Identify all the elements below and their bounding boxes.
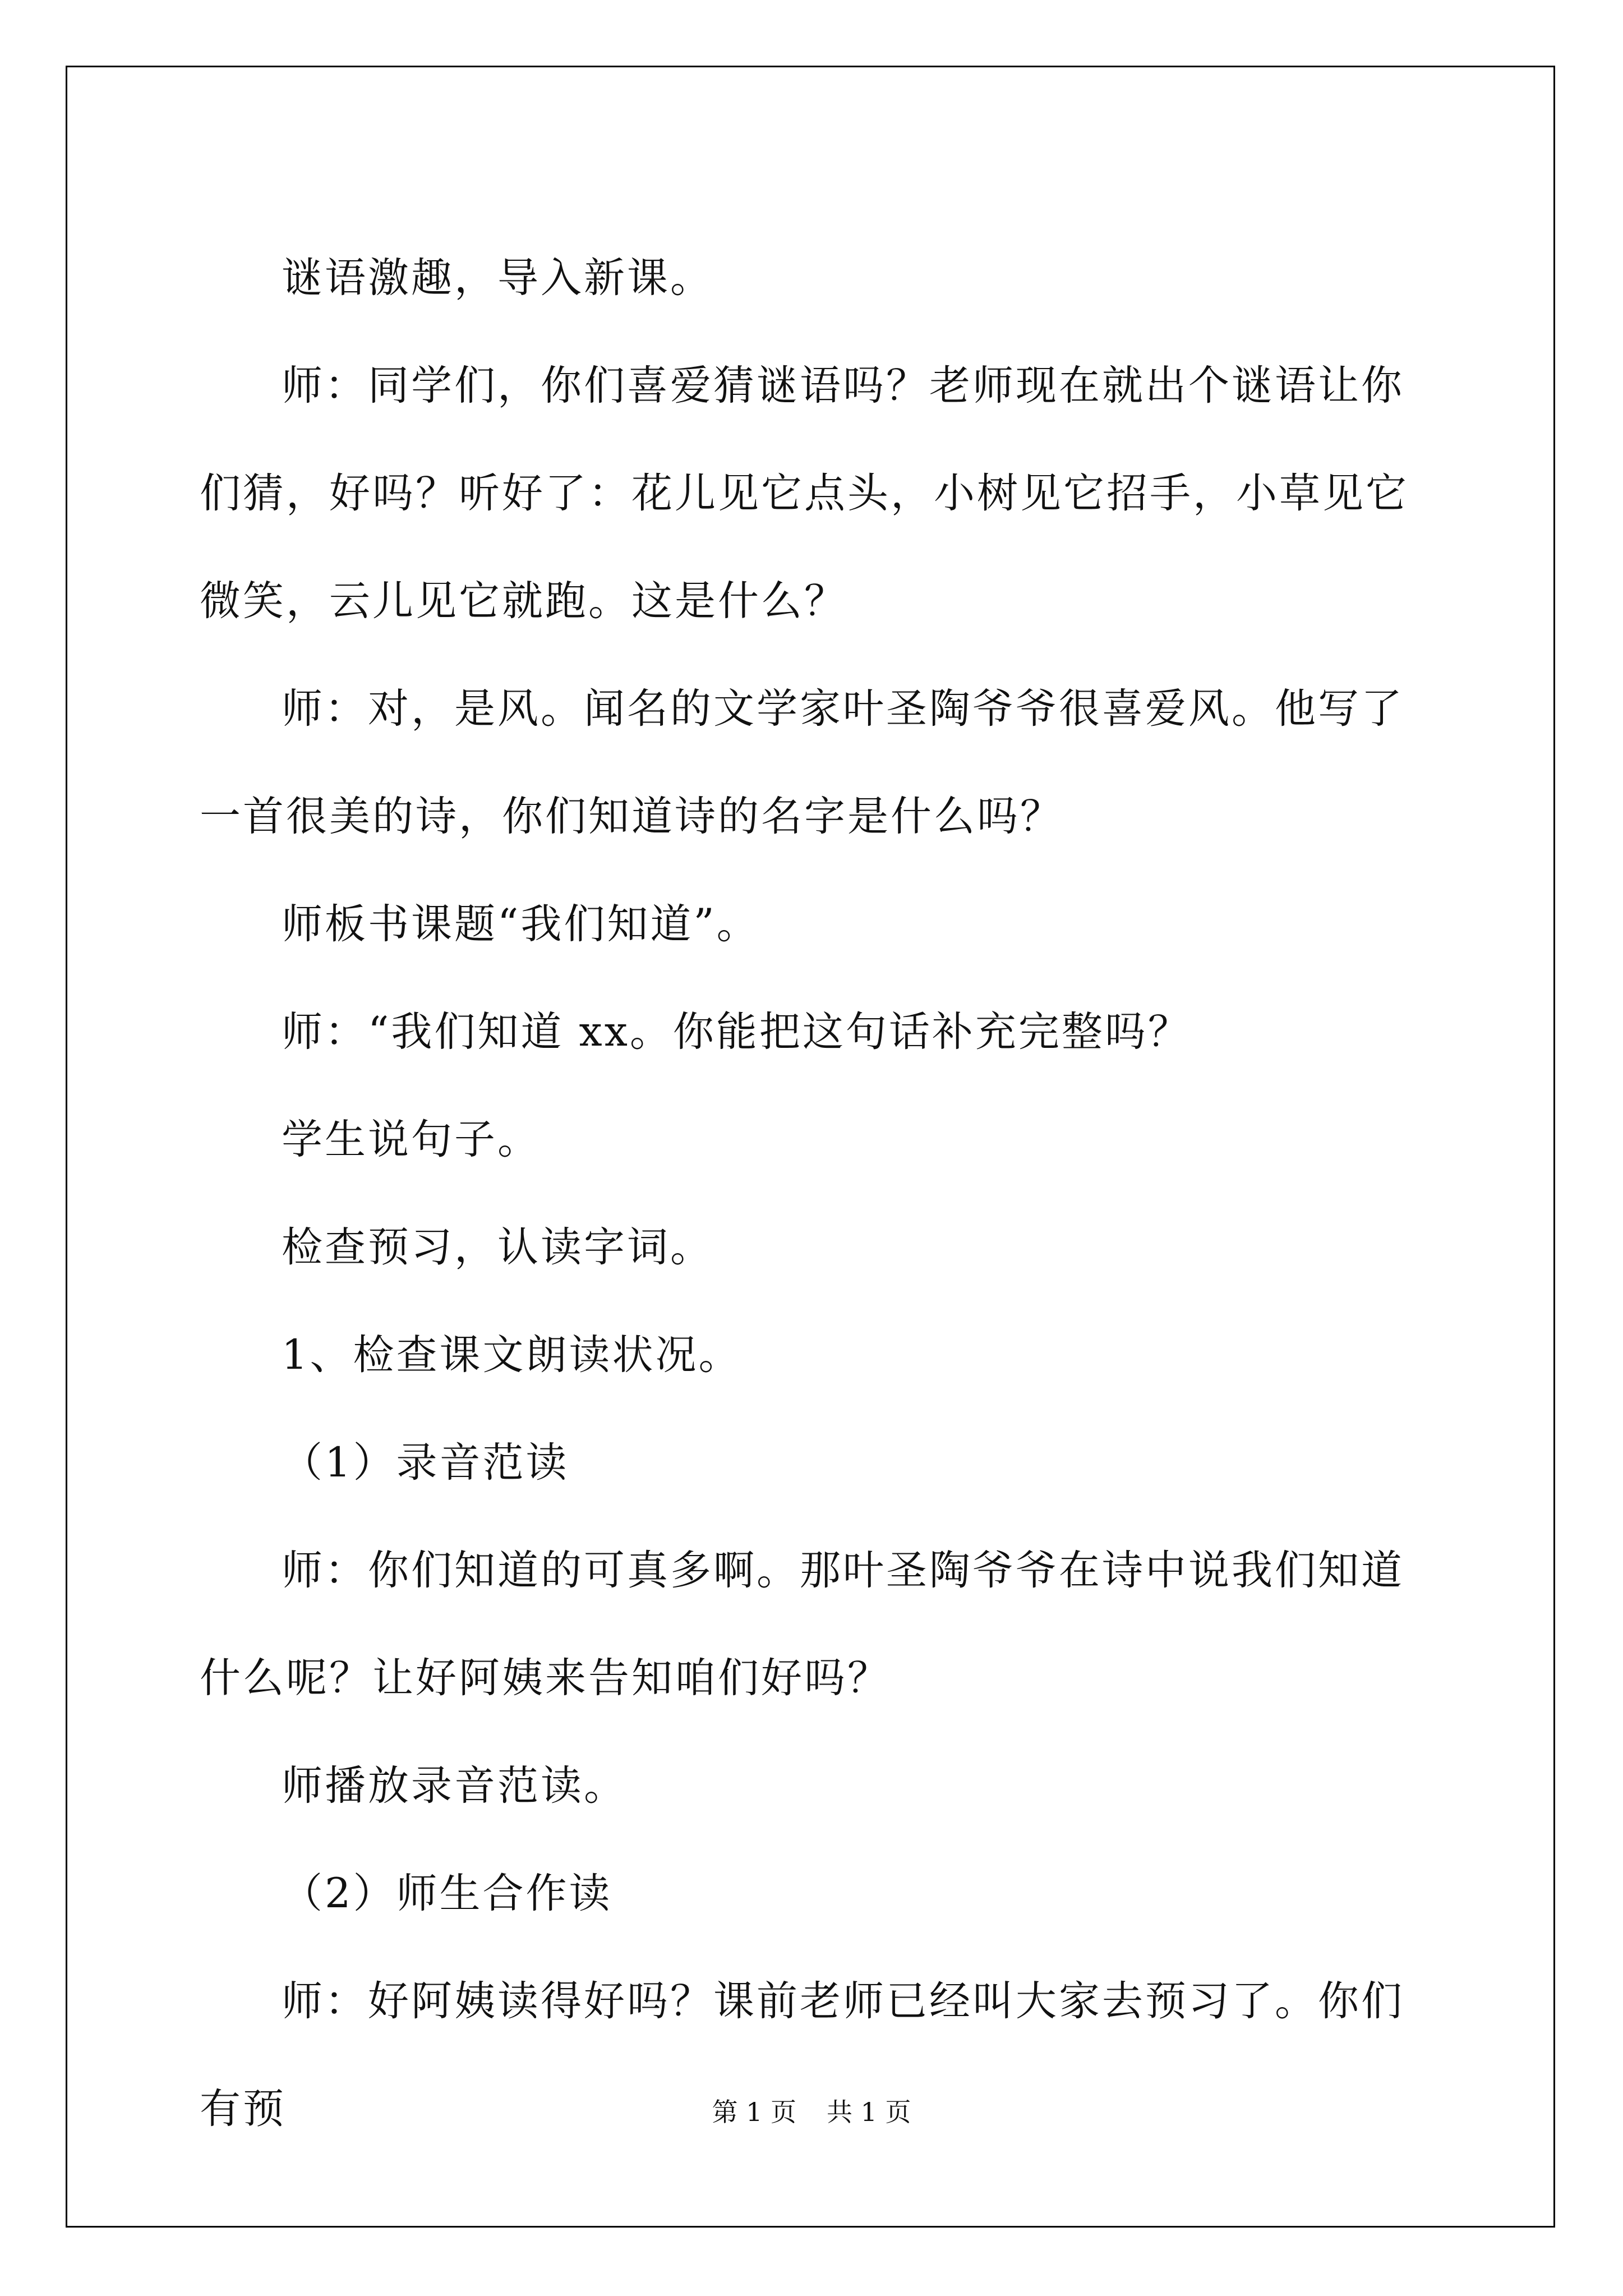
- page-number-total: 共 1 页: [827, 2097, 911, 2127]
- paragraph: 检查预习，认读字词。: [282, 1223, 713, 1271]
- paragraph: 师板书课题“我们知道”。: [282, 900, 760, 948]
- page-footer: [0, 2095, 1623, 2129]
- paragraph: 师：好阿姨读得好吗？课前老师已经叫大家去预习了。你们有预: [200, 1977, 1404, 2133]
- paragraph: 谜语激趣，导入新课。: [282, 254, 713, 302]
- paragraph: （2）师生合作读: [282, 1870, 612, 1917]
- paragraph: 学生说句子。: [282, 1116, 541, 1163]
- paragraph: 师：对，是风。闻名的文学家叶圣陶爷爷很喜爱风。他写了一首很美的诗，你们知道诗的名字是什么吗？: [200, 685, 1404, 840]
- paragraph: 师：你们知道的可真多啊。那叶圣陶爷爷在诗中说我们知道什么呢？让好阿姨来告知咱们好吗？: [200, 1547, 1404, 1702]
- paragraph: 师播放录音范读。: [282, 1762, 627, 1810]
- paragraph: 师：“我们知道 xx。你能把这句话补充完整吗？: [282, 1008, 1191, 1056]
- page-number-current: 第 1 页: [712, 2097, 796, 2127]
- paragraph: 师：同学们，你们喜爱猜谜语吗？老师现在就出个谜语让你们猜，好吗？听好了：花儿见它点头，小树见它招手，小草见它微笑，云儿见它就跑。这是什么？: [200, 362, 1409, 625]
- paragraph: 1、检查课文朗读状况。: [282, 1331, 742, 1379]
- paragraph: （1）录音范读: [282, 1439, 569, 1487]
